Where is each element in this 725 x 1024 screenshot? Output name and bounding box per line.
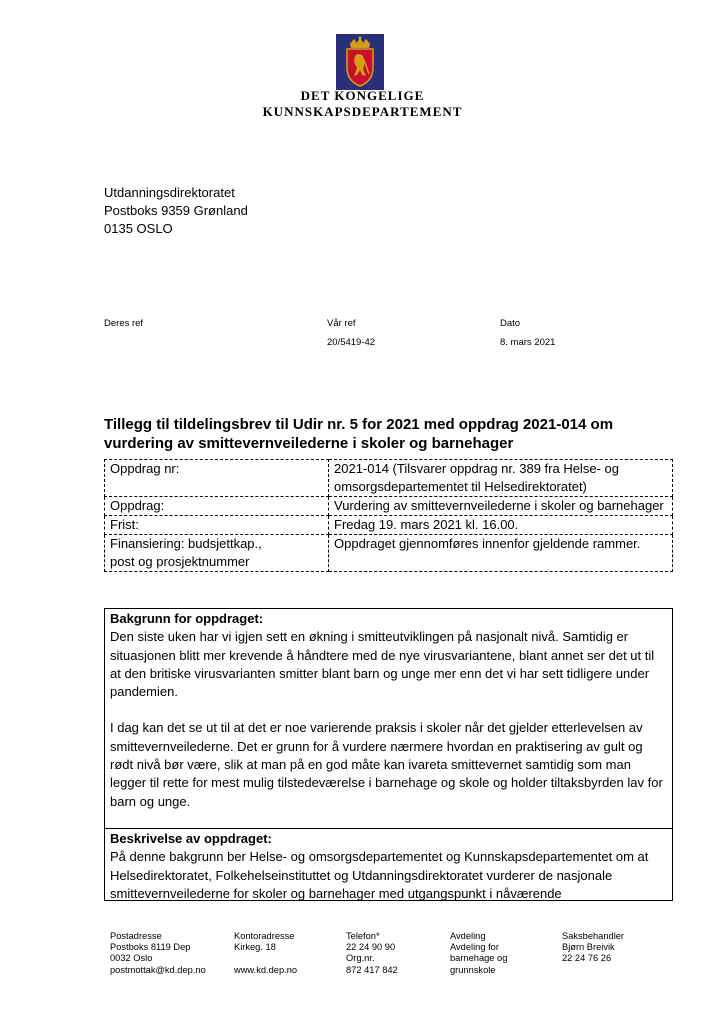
deres-ref-label: Deres ref xyxy=(104,318,144,329)
footer-label: Telefon* xyxy=(346,931,380,941)
footer-line: Org.nr. xyxy=(346,953,375,964)
table-cell-label: Finansiering: budsjettkap., post og prosjektnummer xyxy=(105,535,329,572)
footer-label: Kontoradresse xyxy=(234,931,295,941)
table-cell-label: Oppdrag: xyxy=(105,497,329,516)
dato-label: Dato xyxy=(500,318,521,329)
footer-postadresse xyxy=(110,931,206,976)
description-heading: Beskrivelse av oppdraget: xyxy=(110,831,272,846)
footer-line: 22 24 76 26 xyxy=(562,953,612,964)
table-cell-value: Vurdering av smittevernveilederne i skoler og barnehager xyxy=(329,497,673,516)
footer-line: Bjørn Breivik xyxy=(562,942,615,953)
ministry-name-line2: KUNNSKAPSDEPARTEMENT xyxy=(262,104,463,119)
var-ref xyxy=(327,318,375,349)
table-cell-label: Oppdrag nr: xyxy=(105,460,329,497)
footer-email: postmottak@kd.dep.no xyxy=(110,964,206,975)
background-heading: Bakgrunn for oppdraget: xyxy=(110,611,264,626)
recipient-street: Postboks 9359 Grønland xyxy=(104,203,248,218)
footer-label: Postadresse xyxy=(110,931,162,941)
var-ref-label: Vår ref xyxy=(327,318,356,329)
table-cell-value: Fredag 19. mars 2021 kl. 16.00. xyxy=(329,516,673,535)
table-row xyxy=(105,497,673,516)
table-cell-label: Frist: xyxy=(105,516,329,535)
footer-website: www.kd.dep.no xyxy=(234,964,298,975)
dato xyxy=(500,318,555,349)
background-paragraph-2: I dag kan det se ut til at det er noe varierende praksis i skoler når det gjelder etterlevelsen av smittevernveilederne. Det er grunn for å vurdere nærmere hvordan en praktisering av gult og rødt nivå bør være, slik at man på en god måte kan ivareta smittevernet samtidig som man legger til rette for mest mulig tilstedeværelse i barnehage og skole og holder tiltaksbyrden lav for barn og unge. xyxy=(110,720,663,809)
footer-telefon xyxy=(346,931,398,976)
footer-line: Avdeling for xyxy=(450,942,499,953)
document-title: Tillegg til tildelingsbrev til Udir nr. 5 for 2021 med oppdrag 2021-014 om vurdering av smittevernveilederne i skoler og barnehager xyxy=(104,416,614,452)
footer-label: Avdeling xyxy=(450,931,486,941)
footer-line: 0032 Oslo xyxy=(110,953,153,964)
ministry-name-line1: DET KONGELIGE xyxy=(300,88,425,103)
footer-line: 872 417 842 xyxy=(346,964,398,975)
recipient-address xyxy=(104,184,248,238)
footer-line: Postboks 8119 Dep xyxy=(110,942,191,953)
table-row xyxy=(105,535,673,572)
footer-line: 22 24 90 90 xyxy=(346,942,396,953)
footer-label: Saksbehandler xyxy=(562,931,625,941)
var-ref-value: 20/5419-42 xyxy=(327,337,376,348)
table-row xyxy=(105,460,673,497)
footer-line: barnehage og xyxy=(450,953,508,964)
recipient-city: 0135 OSLO xyxy=(104,221,173,236)
footer-kontoradresse xyxy=(234,931,297,976)
royal-coat-of-arms-icon xyxy=(336,34,384,90)
table-row xyxy=(105,516,673,535)
dato-value: 8. mars 2021 xyxy=(500,337,556,348)
footer-line xyxy=(234,953,297,964)
footer-saksbehandler xyxy=(562,931,624,965)
footer-avdeling xyxy=(450,931,507,976)
background-section xyxy=(104,608,673,828)
deres-ref xyxy=(104,318,143,337)
assignment-info-table xyxy=(104,459,673,572)
table-cell-value: Oppdraget gjennomføres innenfor gjeldende rammer. xyxy=(329,535,673,572)
table-cell-value: 2021-014 (Tilsvarer oppdrag nr. 389 fra Helse- og omsorgsdepartementet til Helsedirektoratet) xyxy=(329,460,673,497)
recipient-name: Utdanningsdirektoratet xyxy=(104,185,235,200)
footer-line: grunnskole xyxy=(450,964,496,975)
footer-line: Kirkeg. 18 xyxy=(234,942,276,953)
description-paragraph-1: På denne bakgrunn ber Helse- og omsorgsdepartementet og Kunnskapsdepartementet om at Helsedirektoratet, Folkehelseinstituttet og Utdanningsdirektoratet vurderer de nasjonale smittevernveilederne for skoler og barnehager med utgangspunkt i nåværende xyxy=(110,849,649,901)
background-paragraph-1: Den siste uken har vi igjen sett en økning i smitteutviklingen på nasjonalt nivå. Samtidig er situasjonen blitt mer krevende å håndtere med de nye virusvariantene, blant annet ser det ut til at den britiske virusvarianten smitter blant barn og unge mer enn det vi har sett tidligere under pandemien. xyxy=(110,629,655,700)
description-section xyxy=(104,828,673,901)
